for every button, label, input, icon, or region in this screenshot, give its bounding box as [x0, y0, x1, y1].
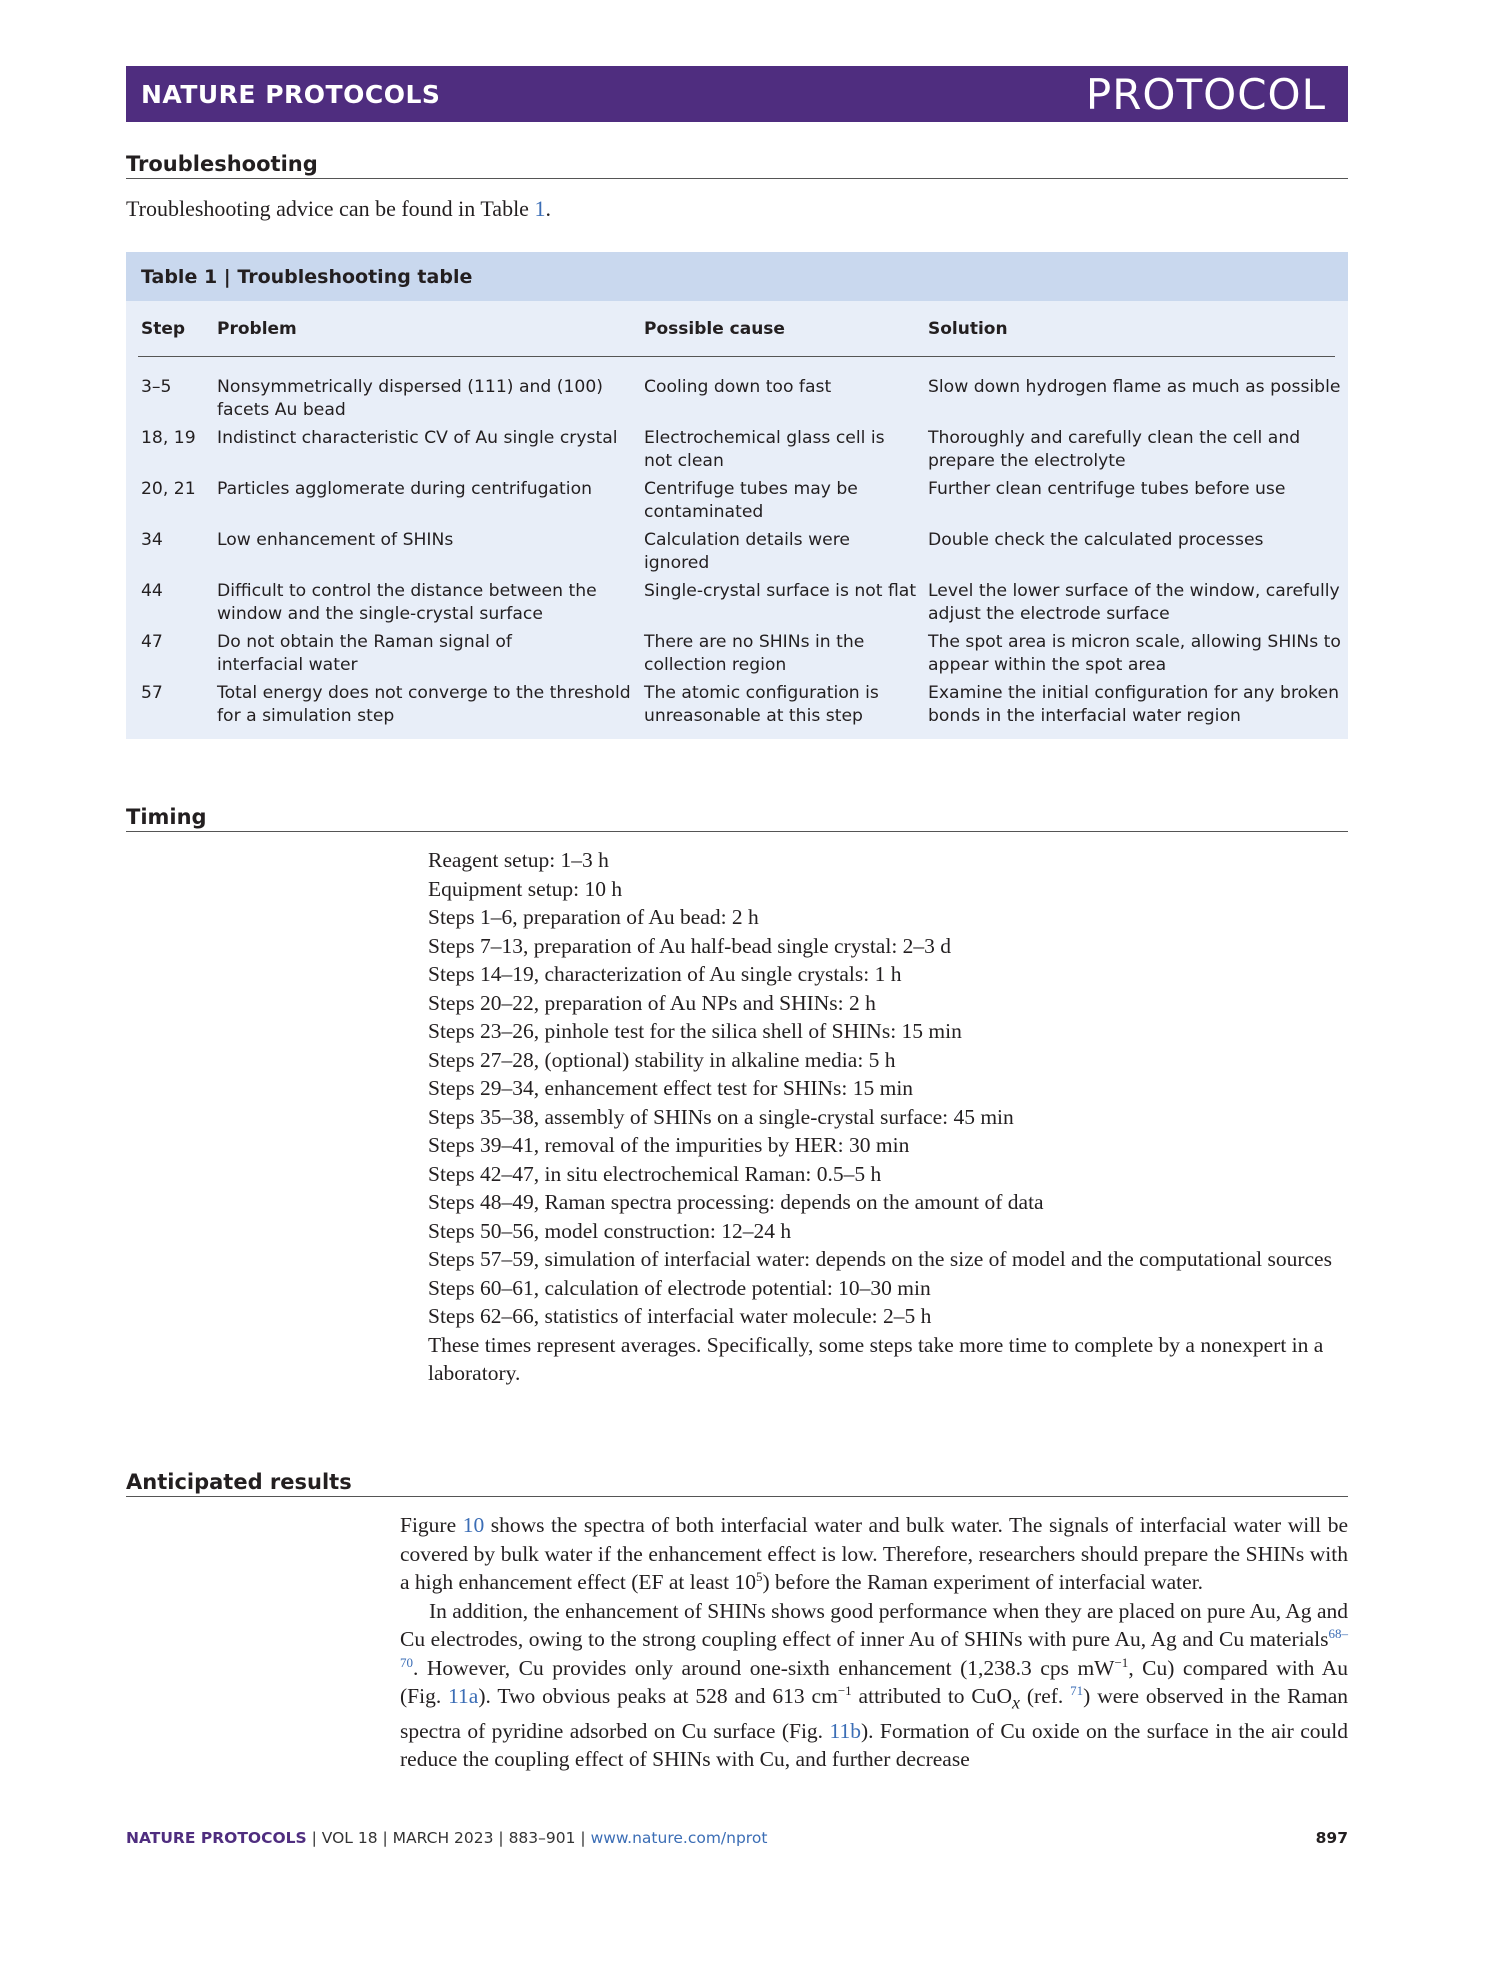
- troubleshooting-heading: Troubleshooting: [126, 148, 1348, 179]
- timing-line: Steps 1–6, preparation of Au bead: 2 h: [428, 905, 759, 929]
- figure-11a-link[interactable]: 11a: [448, 1684, 479, 1708]
- table-1-link[interactable]: 1: [534, 196, 546, 221]
- table-title: Table 1 | Troubleshooting table: [126, 252, 1348, 301]
- figure-11b-link[interactable]: 11b: [829, 1718, 861, 1743]
- timing-line: Steps 35–38, assembly of SHINs on a single-crystal surface: 45 min: [428, 1104, 1014, 1129]
- table-cell-solution: Thoroughly and carefully clean the cell and prepare the electrolyte: [928, 428, 1301, 471]
- table-cell-problem: Do not obtain the Raman signal of interfacial water: [217, 632, 512, 675]
- timing-line: Reagent setup: 1–3 h: [428, 848, 609, 872]
- column-header-problem: Problem: [217, 319, 297, 339]
- table-header-rule: [138, 356, 1335, 357]
- footer-citation: NATURE PROTOCOLS | VOL 18 | MARCH 2023 | 883–901 | www.nature.com/nprot: [126, 1829, 768, 1847]
- timing-line: Steps 14–19, characterization of Au single crystals: 1 h: [428, 962, 902, 986]
- reference-71-link[interactable]: 71: [1070, 1682, 1084, 1698]
- table-cell-step: 44: [141, 581, 163, 601]
- timing-line: Steps 20–22, preparation of Au NPs and SHINs: 2 h: [428, 990, 876, 1015]
- table-cell-step: 3–5: [141, 377, 172, 397]
- timing-line: Steps 7–13, preparation of Au half-bead single crystal: 2–3 d: [428, 933, 952, 958]
- table-cell-solution: Double check the calculated processes: [928, 530, 1264, 550]
- timing-line: Steps 62–66, statistics of interfacial water molecule: 2–5 h: [428, 1304, 932, 1328]
- anticipated-results-heading: Anticipated results: [126, 1466, 1348, 1497]
- table-cell-step: 20, 21: [141, 479, 196, 499]
- table-cell-solution: Slow down hydrogen flame as much as possible: [928, 377, 1341, 397]
- table-cell-solution: Further clean centrifuge tubes before use: [928, 479, 1286, 499]
- table-cell-solution: Level the lower surface of the window, carefully adjust the electrode surface: [928, 581, 1340, 624]
- table-cell-solution: The spot area is micron scale, allowing SHINs to appear within the spot area: [928, 632, 1341, 675]
- anticipated-results-body: [400, 1511, 1348, 1774]
- figure-10-link[interactable]: 10: [462, 1513, 485, 1537]
- timing-line: Steps 27–28, (optional) stability in alkaline media: 5 h: [428, 1047, 896, 1072]
- results-paragraph-1: Figure 10 shows the spectra of both interfacial water and bulk water. The signals of interfacial water will be covered by bulk water if the enhancement effect is low. Therefore, researchers should prepare the SHINs with a high enhancement effect (EF at least $10^5$) before the Raman experiment of interfacial water.: [400, 1513, 1348, 1594]
- table-cell-problem: Nonsymmetrically dispersed (111) and (100) facets Au bead: [217, 377, 603, 420]
- table-cell-cause: Cooling down too fast: [644, 377, 832, 397]
- table-cell-step: 57: [141, 683, 163, 703]
- table-cell-cause: Electrochemical glass cell is not clean: [644, 428, 885, 471]
- timing-heading: Timing: [126, 801, 1348, 832]
- timing-list: [428, 846, 1350, 1388]
- table-cell-step: 34: [141, 530, 163, 550]
- column-header-solution: Solution: [928, 319, 1008, 339]
- timing-line: Equipment setup: 10 h: [428, 876, 623, 901]
- table-cell-step: 18, 19: [141, 428, 196, 448]
- table-cell-problem: Indistinct characteristic CV of Au single crystal: [217, 428, 618, 448]
- timing-line: Steps 48–49, Raman spectra processing: depends on the amount of data: [428, 1190, 1044, 1214]
- reference-68-70-link[interactable]: 68–70: [400, 1625, 1348, 1670]
- timing-line: Steps 39–41, removal of the impurities by HER: 30 min: [428, 1133, 910, 1157]
- timing-line: Steps 29–34, enhancement effect test for SHINs: 15 min: [428, 1076, 914, 1100]
- table-cell-solution: Examine the initial configuration for any broken bonds in the interfacial water region: [928, 683, 1339, 726]
- timing-line: Steps 42–47, in situ electrochemical Raman: 0.5–5 h: [428, 1161, 882, 1186]
- table-cell-cause: Centrifuge tubes may be contaminated: [644, 479, 858, 522]
- table-cell-step: 47: [141, 632, 163, 652]
- page-number: 897: [1315, 1829, 1348, 1847]
- article-type: PROTOCOL: [1085, 70, 1326, 119]
- results-paragraph-2: In addition, the enhancement of SHINs shows good performance when they are placed on pure Au, Ag and Cu electrodes, owing to the strong coupling effect of inner Au of SHINs with pure Au, Ag and Cu materials$^{68-70}$. However, Cu provides only around one-sixth enhancement (1,238.3 cps $mW^{-1}$, Cu) compared with Au (Fig. 11a). Two obvious peaks at 528 and 613 $cm^{-1}$ attributed to CuO$_x$ (ref. $^{71}$) were observed in the Raman spectra of pyridine adsorbed on Cu surface (Fig. 11b). Formation of Cu oxide on the surface in the air could reduce the coupling effect of SHINs with Cu, and further decrease: [400, 1598, 1349, 1772]
- timing-line: These times represent averages. Specifically, some steps take more time to complete by a nonexpert in a laboratory.: [428, 1332, 1324, 1385]
- timing-line: Steps 23–26, pinhole test for the silica shell of SHINs: 15 min: [428, 1019, 962, 1043]
- column-header-cause: Possible cause: [644, 319, 785, 339]
- journal-header-bar: [126, 66, 1348, 122]
- table-cell-cause: Calculation details were ignored: [644, 530, 850, 573]
- table-cell-cause: There are no SHINs in the collection region: [644, 632, 865, 675]
- timing-line: Steps 50–56, model construction: 12–24 h: [428, 1218, 792, 1243]
- timing-line: Steps 57–59, simulation of interfacial water: depends on the size of model and the computational sources: [428, 1247, 1332, 1271]
- troubleshooting-table: [126, 252, 1348, 739]
- table-cell-problem: Difficult to control the distance between the window and the single-crystal surface: [217, 581, 597, 624]
- table-cell-problem: Low enhancement of SHINs: [217, 530, 454, 550]
- table-cell-problem: Total energy does not converge to the threshold for a simulation step: [217, 683, 631, 726]
- table-cell-problem: Particles agglomerate during centrifugation: [217, 479, 592, 499]
- journal-name: NATURE PROTOCOLS: [141, 80, 441, 109]
- troubleshooting-intro: Troubleshooting advice can be found in Table 1.: [126, 196, 551, 221]
- column-header-step: Step: [141, 319, 186, 339]
- journal-url-link[interactable]: www.nature.com/nprot: [590, 1829, 768, 1847]
- table-cell-cause: The atomic configuration is unreasonable at this step: [644, 683, 879, 726]
- timing-line: Steps 60–61, calculation of electrode potential: 10–30 min: [428, 1275, 931, 1300]
- table-cell-cause: Single-crystal surface is not flat: [644, 581, 917, 601]
